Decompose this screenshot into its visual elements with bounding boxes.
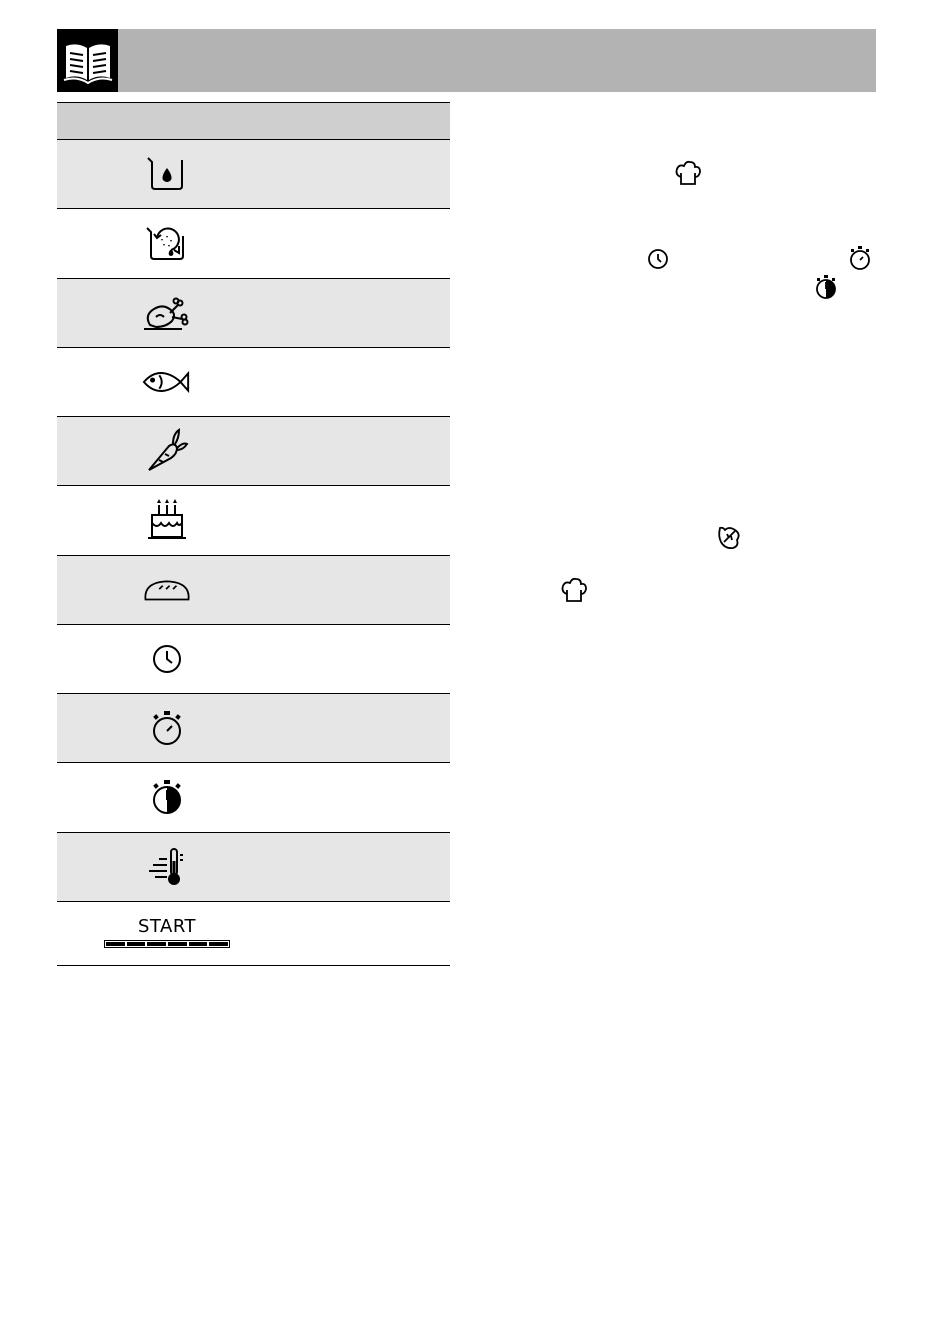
table-row-poultry bbox=[57, 279, 450, 348]
table-row-defrost bbox=[57, 209, 450, 278]
bread-icon[interactable] bbox=[142, 556, 192, 624]
timer-icon bbox=[848, 245, 872, 276]
water-drop-icon[interactable] bbox=[142, 140, 192, 208]
table-row-cake bbox=[57, 486, 450, 555]
defrost-icon[interactable] bbox=[142, 209, 192, 277]
table-row-clock bbox=[57, 625, 450, 694]
chef-hat-icon bbox=[674, 159, 702, 192]
vegetables-icon[interactable] bbox=[142, 417, 192, 485]
cake-icon[interactable] bbox=[142, 486, 192, 554]
start-progress-bar bbox=[104, 940, 230, 948]
herb-icon bbox=[715, 524, 743, 557]
table-header bbox=[57, 102, 450, 140]
table-row-end-timer bbox=[57, 763, 450, 832]
table-row-start bbox=[57, 902, 450, 966]
table-row-bread bbox=[57, 556, 450, 625]
table-row-fish bbox=[57, 348, 450, 417]
chef-hat-icon bbox=[560, 576, 588, 609]
start-button-icon[interactable] bbox=[104, 916, 230, 948]
table-row-rapid-preheat bbox=[57, 833, 450, 902]
end-timer-icon[interactable] bbox=[142, 763, 192, 831]
section-header-bar bbox=[57, 29, 876, 92]
timer-icon[interactable] bbox=[142, 694, 192, 762]
poultry-icon[interactable] bbox=[142, 279, 192, 347]
icon-table bbox=[57, 102, 450, 966]
clock-icon[interactable] bbox=[142, 625, 192, 693]
book-icon bbox=[57, 29, 118, 92]
table-row-vegetables bbox=[57, 417, 450, 486]
start-label: START bbox=[137, 915, 197, 937]
fish-icon[interactable] bbox=[142, 348, 192, 416]
rapid-preheat-icon[interactable] bbox=[142, 833, 192, 901]
table-row-timer bbox=[57, 694, 450, 763]
clock-icon bbox=[647, 248, 669, 275]
table-row-water bbox=[57, 140, 450, 209]
end-timer-icon bbox=[814, 274, 838, 305]
